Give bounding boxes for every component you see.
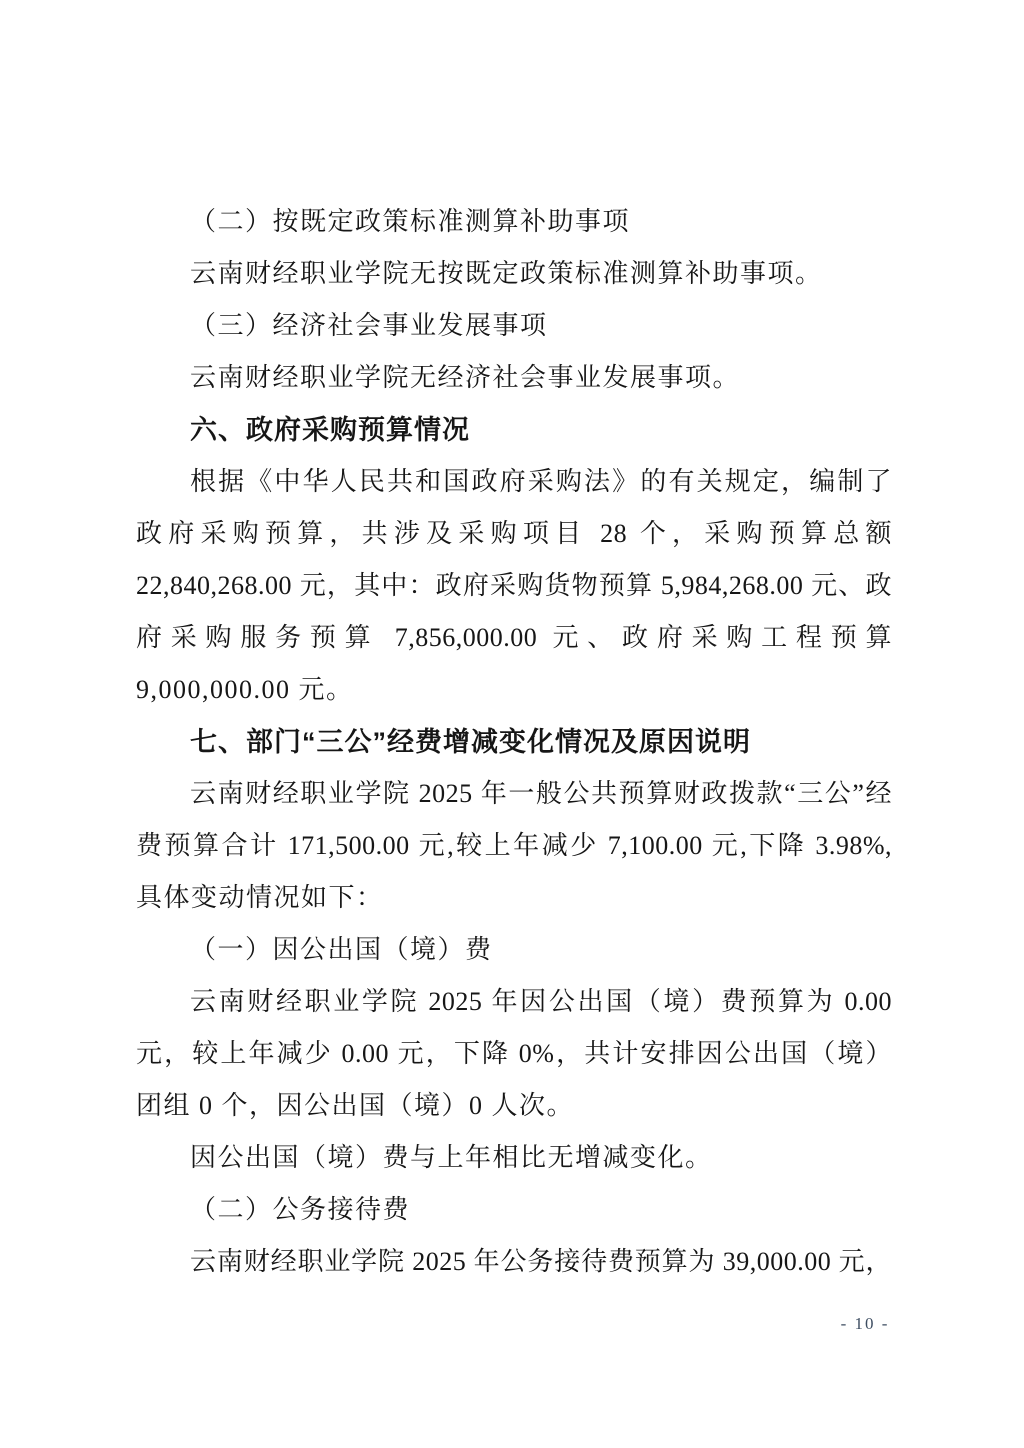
paragraph-line: 云南财经职业学院 2025 年一般公共预算财政拨款“三公”经: [190, 779, 892, 808]
paragraph-line: 团组 0 个，因公出国（境）0 人次。: [136, 1091, 575, 1120]
section-heading: 六、政府采购预算情况: [190, 415, 470, 445]
paragraph-line: 根据《中华人民共和国政府采购法》的有关规定，编制了: [190, 467, 892, 496]
paragraph-line: 具体变动情况如下：: [136, 883, 384, 912]
subsection-heading: （三）经济社会事业发展事项: [190, 311, 548, 340]
subsection-heading: （一）因公出国（境）费: [190, 935, 493, 964]
paragraph-line: 9,000,000.00 元。: [136, 675, 354, 704]
document-body: [136, 196, 892, 1288]
paragraph-line: 22,840,268.00 元，其中：政府采购货物预算 5,984,268.00 元、政: [136, 571, 892, 600]
paragraph-line: 元，较上年减少 0.00 元，下降 0%，共计安排因公出国（境）: [136, 1039, 892, 1068]
paragraph-line: 府采购服务预算 7,856,000.00 元、政府采购工程预算: [136, 623, 892, 652]
paragraph-line: 政府采购预算，共涉及采购项目 28 个，采购预算总额: [136, 519, 892, 548]
subsection-heading: （二）按既定政策标准测算补助事项: [190, 207, 631, 236]
paragraph-line: 云南财经职业学院 2025 年因公出国（境）费预算为 0.00: [190, 987, 892, 1016]
paragraph-line: 云南财经职业学院无按既定政策标准测算补助事项。: [190, 259, 823, 288]
paragraph-line: 云南财经职业学院 2025 年公务接待费预算为 39,000.00 元，: [190, 1247, 892, 1276]
paragraph-line: 云南财经职业学院无经济社会事业发展事项。: [190, 363, 741, 392]
subsection-heading: （二）公务接待费: [190, 1195, 411, 1224]
paragraph-line: 因公出国（境）费与上年相比无增减变化。: [190, 1143, 713, 1172]
section-heading: 七、部门“三公”经费增减变化情况及原因说明: [190, 727, 751, 757]
paragraph-line: 费预算合计 171,500.00 元,较上年减少 7,100.00 元,下降 3.98%,: [136, 831, 892, 860]
page-number: - 10 -: [840, 1314, 890, 1333]
